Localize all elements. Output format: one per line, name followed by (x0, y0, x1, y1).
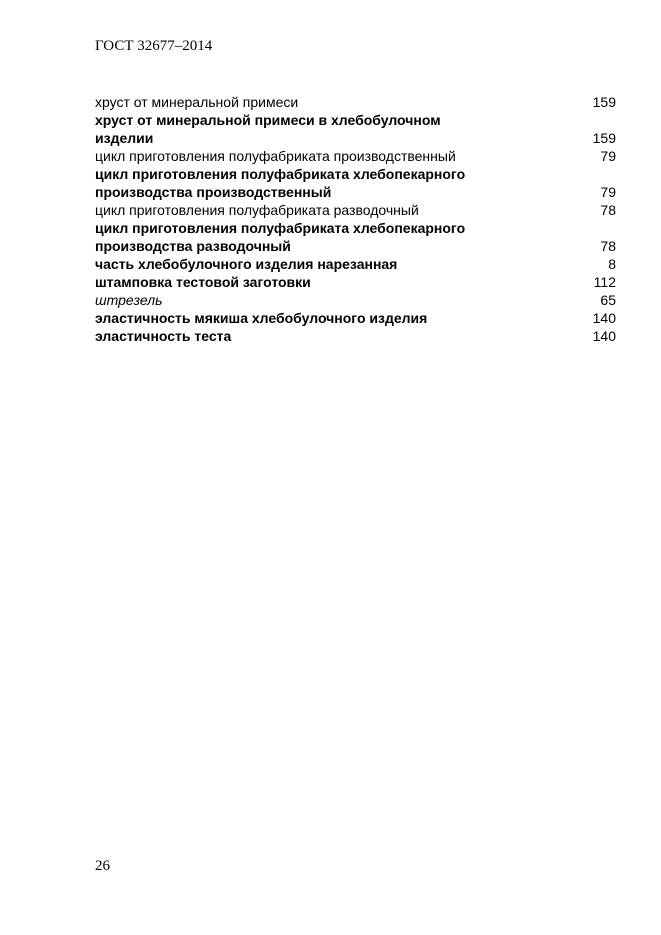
index-term: цикл приготовления полуфабриката хлебопекарного производства производственный (95, 166, 466, 200)
index-term: штрезель (95, 292, 163, 308)
index-term: штамповка тестовой заготовки (95, 274, 311, 290)
index-term: цикл приготовления полуфабриката хлебопекарного производства разводочный (95, 220, 466, 254)
index-page-ref: 65 (600, 292, 616, 308)
index-page-ref: 159 (592, 94, 616, 110)
index-page-ref: 140 (592, 310, 616, 326)
index-page-ref: 78 (600, 202, 616, 218)
document-header: ГОСТ 32677–2014 (95, 38, 213, 54)
page-number: 26 (95, 858, 110, 874)
index-entry (95, 273, 616, 291)
index-page-ref: 112 (593, 274, 616, 290)
index-term: цикл приготовления полуфабриката производственный (95, 148, 456, 164)
index-term: эластичность мякиша хлебобулочного изделия (95, 310, 428, 326)
index-entry (95, 309, 616, 327)
index-page-ref: 8 (608, 256, 616, 272)
index-page-ref: 79 (600, 184, 616, 200)
index-page-ref: 78 (600, 238, 616, 254)
index-term: хруст от минеральной примеси в хлебобулочном изделии (95, 112, 441, 146)
index-entry (95, 111, 616, 147)
index-entry (95, 201, 616, 219)
term-index (95, 93, 616, 345)
index-entry (95, 327, 616, 345)
index-entry (95, 93, 616, 111)
index-term: часть хлебобулочного изделия нарезанная (95, 256, 398, 272)
index-entry (95, 165, 616, 201)
index-page-ref: 159 (592, 130, 616, 146)
index-term: эластичность теста (95, 328, 232, 344)
index-page-ref: 79 (600, 148, 616, 164)
index-entry (95, 255, 616, 273)
index-term: цикл приготовления полуфабриката разводочный (95, 202, 419, 218)
index-entry (95, 291, 616, 309)
index-page-ref: 140 (592, 328, 616, 344)
index-entry (95, 219, 616, 255)
index-entry (95, 147, 616, 165)
index-term: хруст от минеральной примеси (95, 94, 299, 110)
